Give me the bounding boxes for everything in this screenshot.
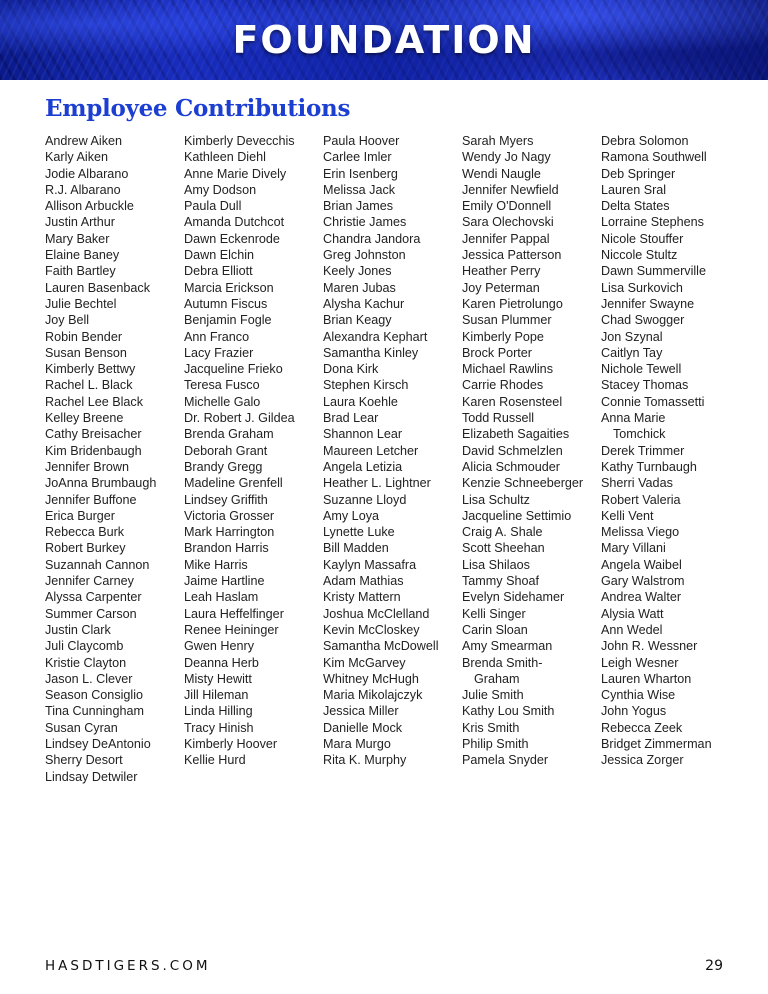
contributor-name: Stacey Thomas [601, 378, 689, 393]
contributor-name: Dona Kirk [323, 362, 379, 377]
contributor-name: Faith Bartley [45, 264, 116, 279]
contributor-name: Todd Russell [462, 411, 535, 426]
contributor-name: Pamela Snyder [462, 753, 549, 768]
contributor-name: Nichole Tewell [601, 362, 682, 377]
contributor-name: Karly Aiken [45, 150, 108, 165]
contributor-name: Brock Porter [462, 345, 532, 360]
contributor-name: Kris Smith [462, 720, 520, 735]
contributor-name: Derek Trimmer [601, 443, 685, 458]
contributor-name: Benjamin Fogle [184, 313, 272, 328]
contributor-name: Dawn Summerville [601, 264, 706, 279]
contributor-name: Stephen Kirsch [323, 378, 409, 393]
contributor-name: Sherri Vadas [601, 476, 673, 491]
contributor-name: Lorraine Stephens [601, 215, 704, 230]
contributor-name: Lauren Wharton [601, 671, 692, 686]
contributor-name: Alysha Kachur [323, 296, 405, 311]
contributor-name: Erin Isenberg [323, 166, 398, 181]
contributor-name: Angela Letizia [323, 459, 403, 474]
banner-title: FOUNDATION [232, 18, 536, 62]
contributor-name: Sarah Myers [462, 134, 534, 148]
contributor-name: Tammy Shoaf [462, 574, 539, 589]
contributor-name: Ann Franco [184, 329, 250, 344]
contributor-name: Brad Lear [323, 411, 379, 426]
contributor-name: Gwen Henry [184, 639, 254, 654]
contributor-name: Dr. Robert J. Gildea [184, 411, 295, 426]
contributor-name: Paula Dull [184, 199, 242, 214]
contributor-name: Alysia Watt [601, 606, 664, 621]
contributor-name: Joshua McClelland [323, 606, 430, 621]
contributor-name: Lisa Shilaos [462, 557, 530, 572]
contributor-name: Cathy Breisacher [45, 427, 142, 442]
contributor-name: Kristie Clayton [45, 655, 127, 670]
contributor-name: Deb Springer [601, 166, 676, 181]
contributor-name: Rachel Lee Black [45, 394, 144, 409]
contributor-name: Maren Jubas [323, 280, 396, 295]
contributor-name: Angela Waibel [601, 557, 682, 572]
contributor-name: Wendi Naugle [462, 166, 541, 181]
contributor-name: Tina Cunningham [45, 704, 144, 719]
contributor-name: Kevin McCloskey [323, 622, 420, 637]
contributor-name: Kristy Mattern [323, 590, 401, 605]
contributor-name: Heather Perry [462, 264, 541, 279]
contributor-name: Wendy Jo Nagy [462, 150, 551, 165]
contributor-name: Justin Arthur [45, 215, 115, 230]
contributor-name: Elizabeth Sagaities [462, 427, 570, 442]
contributor-name: Jennifer Pappal [462, 231, 550, 246]
contributor-name: Brandon Harris [184, 541, 269, 556]
contributor-name: Susan Plummer [462, 313, 552, 328]
contributor-name: Marcia Erickson [184, 280, 274, 295]
contributor-name: Carrie Rhodes [462, 378, 544, 393]
contributor-name: Bridget Zimmerman [601, 736, 712, 751]
contributor-name: Suzannah Cannon [45, 557, 150, 572]
contributor-name: Lindsay Detwiler [45, 769, 138, 784]
contributor-name: Rita K. Murphy [323, 753, 407, 768]
contributor-name: Jon Szynal [601, 329, 663, 344]
contributor-name: Greg Johnston [323, 248, 406, 263]
contributor-name: Sherry Desort [45, 753, 123, 768]
contributor-name: Autumn Fiscus [184, 296, 268, 311]
contributor-name: Emily O'Donnell [462, 199, 552, 214]
contributor-name: Melissa Jack [323, 182, 396, 197]
contributor-name: Brenda Smith- [462, 655, 543, 670]
contributor-name: Maureen Letcher [323, 443, 419, 458]
contributor-name: Suzanne Lloyd [323, 492, 407, 507]
contributor-name: Amy Dodson [184, 182, 257, 197]
contributor-name: Kim Bridenbaugh [45, 443, 142, 458]
contributor-name: Robin Bender [45, 329, 123, 344]
contributor-name: Heather L. Lightner [323, 476, 431, 491]
contributor-name: Evelyn Sidehamer [462, 590, 565, 605]
contributor-name: Kellie Hurd [184, 753, 246, 768]
contributor-name: R.J. Albarano [45, 182, 121, 197]
contributor-name: Linda Hilling [184, 704, 253, 719]
contributor-name: Erica Burger [45, 508, 115, 523]
contributor-name: Chad Swogger [601, 313, 685, 328]
contributor-name: Anne Marie Dively [184, 166, 287, 181]
contributor-name: Karen Pietrolungo [462, 296, 563, 311]
contributor-name: Jennifer Carney [45, 574, 134, 589]
contributor-name: Robert Valeria [601, 492, 681, 507]
contributor-name: Deborah Grant [184, 443, 268, 458]
contributor-name: Keely Jones [323, 264, 392, 279]
contributor-name: Brenda Graham [184, 427, 274, 442]
contributor-name: Kimberly Pope [462, 329, 544, 344]
contributor-name: Amy Smearman [462, 639, 553, 654]
contributor-name: Sara Olechovski [462, 215, 554, 230]
contributor-name: Anna Marie [601, 411, 666, 426]
contributor-name: Jill Hileman [184, 688, 249, 703]
contributor-name: Mara Murgo [323, 736, 391, 751]
name-column-1 [45, 133, 156, 785]
contributor-name: Delta States [601, 199, 670, 214]
contributor-name: Tomchick [613, 427, 666, 442]
contributor-name: Renee Heininger [184, 622, 279, 637]
contributor-name: Jessica Patterson [462, 248, 562, 263]
contributor-name: Madeline Grenfell [184, 476, 283, 491]
contributor-name: Andrea Walter [601, 590, 682, 605]
contributor-name: Dawn Eckenrode [184, 231, 280, 246]
contributor-name: Jennifer Buffone [45, 492, 137, 507]
contributor-name: Susan Cyran [45, 720, 118, 735]
contributor-name: Mike Harris [184, 557, 248, 572]
contributor-name: Ramona Southwell [601, 150, 707, 165]
contributor-name: Justin Clark [45, 622, 111, 637]
contributor-name: Rachel L. Black [45, 378, 133, 393]
contributor-name: Jacqueline Settimio [462, 508, 572, 523]
contributor-name: Amanda Dutchcot [184, 215, 285, 230]
contributor-name: Joy Peterman [462, 280, 540, 295]
contributor-name: Samantha McDowell [323, 639, 439, 654]
contributor-name: Brian James [323, 199, 393, 214]
contributor-name: Lisa Schultz [462, 492, 530, 507]
contributor-name: JoAnna Brumbaugh [45, 476, 157, 491]
contributor-name: Philip Smith [462, 736, 529, 751]
name-column-5 [601, 133, 712, 769]
contributor-name: Susan Benson [45, 345, 127, 360]
contributor-name: Julie Smith [462, 688, 524, 703]
contributor-name: John R. Wessner [601, 639, 698, 654]
name-column-3 [323, 133, 439, 769]
contributor-name: Karen Rosensteel [462, 394, 563, 409]
contributor-name: Cynthia Wise [601, 688, 676, 703]
contributor-name: Brian Keagy [323, 313, 392, 328]
section-heading: Employee Contributions [45, 95, 351, 122]
contributor-name: Dawn Elchin [184, 248, 254, 263]
contributor-name: Tracy Hinish [184, 720, 254, 735]
contributor-name: Carlee Imler [323, 150, 392, 165]
contributor-name: Julie Bechtel [45, 296, 117, 311]
contributor-name: Jacqueline Frieko [184, 362, 283, 377]
contributor-name: Alyssa Carpenter [45, 590, 142, 605]
contributor-name: Michael Rawlins [462, 362, 553, 377]
contributor-name: Bill Madden [323, 541, 389, 556]
contributor-name: Nicole Stouffer [601, 231, 684, 246]
contributor-name: Chandra Jandora [323, 231, 421, 246]
contributor-name: Rebecca Burk [45, 525, 125, 540]
contributor-name: Mark Harrington [184, 525, 275, 540]
contributor-name: Paula Hoover [323, 134, 400, 148]
contributor-name: Debra Elliott [184, 264, 253, 279]
contributor-name: Laura Koehle [323, 394, 398, 409]
name-column-2 [184, 133, 295, 769]
contributor-name: David Schmelzlen [462, 443, 563, 458]
contributor-name: Niccole Stultz [601, 248, 678, 263]
contributor-name: Christie James [323, 215, 407, 230]
contributor-name: Andrew Aiken [45, 134, 123, 148]
contributor-name: Kim McGarvey [323, 655, 406, 670]
contributor-name: Lynette Luke [323, 525, 395, 540]
contributor-name: Teresa Fusco [184, 378, 260, 393]
contributor-name: Jennifer Newfield [462, 182, 559, 197]
contributor-name: Victoria Grosser [184, 508, 275, 523]
contributor-name: Samantha Kinley [323, 345, 419, 360]
contributor-name: Leah Haslam [184, 590, 259, 605]
contributor-name: Caitlyn Tay [601, 345, 663, 360]
contributor-name: Whitney McHugh [323, 671, 419, 686]
contributor-name: Kimberly Hoover [184, 736, 278, 751]
contributor-name: Debra Solomon [601, 134, 689, 148]
contributor-name: Jaime Hartline [184, 574, 265, 589]
contributor-name: Ann Wedel [601, 622, 663, 637]
contributor-name: Lauren Basenback [45, 280, 151, 295]
contributor-name: Kathy Turnbaugh [601, 459, 697, 474]
contributor-name: Gary Walstrom [601, 574, 685, 589]
contributor-name: Kelley Breene [45, 411, 124, 426]
contributor-name: Carin Sloan [462, 622, 528, 637]
contributor-name: Michelle Galo [184, 394, 261, 409]
contributor-name: Melissa Viego [601, 525, 680, 540]
contributor-name: Shannon Lear [323, 427, 403, 442]
page-number: 29 [705, 958, 723, 974]
contributor-name: Mary Baker [45, 231, 110, 246]
contributor-name: Misty Hewitt [184, 671, 252, 686]
contributor-name: Amy Loya [323, 508, 379, 523]
contributor-name: Graham [474, 671, 520, 686]
contributor-name: Jennifer Swayne [601, 296, 695, 311]
contributor-name: Kenzie Schneeberger [462, 476, 584, 491]
contributor-name: Brandy Gregg [184, 459, 263, 474]
contributor-name: Connie Tomassetti [601, 394, 705, 409]
contributor-name: Lacy Frazier [184, 345, 254, 360]
contributor-name: Leigh Wesner [601, 655, 679, 670]
contributor-name: Kelli Vent [601, 508, 654, 523]
contributor-name: Juli Claycomb [45, 639, 124, 654]
contributor-name: Robert Burkey [45, 541, 126, 556]
contributor-name: Kathy Lou Smith [462, 704, 555, 719]
contributor-name: Kathleen Diehl [184, 150, 266, 165]
contributor-name: Allison Arbuckle [45, 199, 134, 214]
contributor-name: Kimberly Devecchis [184, 134, 295, 148]
contributor-name: Elaine Baney [45, 248, 120, 263]
contributor-name: Lisa Surkovich [601, 280, 683, 295]
contributor-name: Season Consiglio [45, 688, 144, 703]
contributor-name: John Yogus [601, 704, 667, 719]
footer-website: HASDTIGERS.COM [45, 958, 211, 974]
contributor-name: Jessica Zorger [601, 753, 684, 768]
contributor-name: Lindsey Griffith [184, 492, 268, 507]
contributor-name: Jennifer Brown [45, 459, 129, 474]
contributor-name: Joy Bell [45, 313, 90, 328]
contributor-name: Scott Sheehan [462, 541, 545, 556]
contributor-name: Lauren Sral [601, 182, 667, 197]
contributor-name: Jodie Albarano [45, 166, 129, 181]
contributor-name: Lindsey DeAntonio [45, 736, 151, 751]
contributor-name: Kaylyn Massafra [323, 557, 417, 572]
contributor-name: Danielle Mock [323, 720, 403, 735]
contributor-name: Jason L. Clever [45, 671, 133, 686]
contributor-name: Adam Mathias [323, 574, 404, 589]
contributor-name: Alicia Schmouder [462, 459, 560, 474]
contributor-name: Summer Carson [45, 606, 137, 621]
name-column-4 [462, 133, 583, 769]
contributor-name: Deanna Herb [184, 655, 259, 670]
contributor-name: Kelli Singer [462, 606, 526, 621]
contributor-name: Laura Heffelfinger [184, 606, 284, 621]
contributor-name: Craig A. Shale [462, 525, 543, 540]
contributor-name: Jessica Miller [323, 704, 399, 719]
contributor-name: Rebecca Zeek [601, 720, 683, 735]
contributor-name: Alexandra Kephart [323, 329, 428, 344]
contributor-name: Kimberly Bettwy [45, 362, 136, 377]
contributor-name: Maria Mikolajczyk [323, 688, 423, 703]
contributor-name: Mary Villani [601, 541, 666, 556]
header-banner [0, 0, 768, 80]
